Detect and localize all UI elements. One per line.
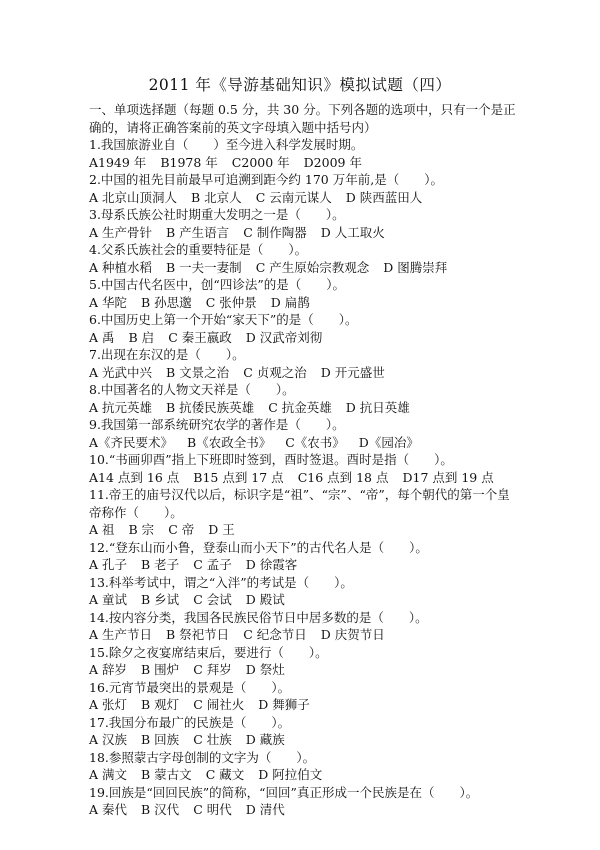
option-choice: C 孟子: [193, 557, 232, 572]
option-choice: C《农书》: [285, 434, 345, 450]
question-options: [89, 399, 519, 417]
option-choice: A 华陀: [89, 294, 128, 310]
option-choice: A 种植水稻: [89, 259, 153, 275]
option-choice: C 纪念节日: [243, 627, 307, 642]
option-choice: A 辞岁: [89, 662, 128, 677]
option-choice: A1949 年: [89, 154, 147, 170]
question-item: [89, 416, 519, 451]
option-choice: D 扁鹊: [270, 294, 310, 310]
option-choice: B 一夫一妻制: [166, 259, 242, 275]
question-item: [89, 714, 519, 749]
option-choice: C 张仲景: [205, 294, 257, 310]
question-item: [89, 241, 519, 276]
option-choice: D 阿拉伯文: [258, 767, 323, 782]
question-stem: 15.除夕之夜宴席结束后，要进行（ ）。: [89, 644, 328, 660]
option-choice: B1978 年: [160, 154, 218, 170]
question-stem: 8.中国著名的人物文天祥是（ ）。: [89, 382, 295, 397]
option-choice: D2009 年: [303, 154, 362, 170]
question-item: [89, 381, 519, 416]
section-heading: 一、单项选择题（每题 0.5 分，共 30 分。下列各题的选项中，只有一个是正确的，请将正确答案前的英文字母填入题中括号内）: [89, 102, 516, 135]
question-stem: 7.出现在东汉的是（ ）。: [89, 347, 245, 362]
option-choice: D 图腾崇拜: [383, 259, 448, 275]
option-choice: C16 点到 18 点: [297, 469, 389, 485]
question-list: [89, 136, 519, 819]
option-choice: C 秦王嬴政: [168, 329, 232, 345]
question-options: [89, 189, 519, 207]
option-choice: A 汉族: [89, 732, 128, 747]
question-options: [89, 364, 519, 382]
question-stem: 6.中国历史上第一个开始“家天下”的是（ ）。: [89, 312, 358, 327]
option-choice: A 抗元英雄: [89, 399, 153, 415]
question-item: [89, 784, 519, 819]
question-options: [89, 591, 519, 609]
option-choice: D 王: [208, 522, 235, 537]
option-choice: C 明代: [193, 802, 232, 817]
option-choice: B 回族: [141, 732, 180, 747]
question-stem: 14.按内容分类，我国各民族民俗节日中居多数的是（ ）。: [89, 609, 428, 625]
option-choice: D 徐霞客: [245, 557, 298, 572]
question-stem: 4.父系氏族社会的重要特征是（ ）。: [89, 242, 308, 257]
question-options: [89, 434, 519, 452]
option-choice: D 舞狮子: [258, 697, 310, 712]
option-choice: D 开元盛世: [320, 364, 385, 380]
option-choice: A 秦代: [89, 802, 128, 817]
question-item: [89, 644, 519, 679]
question-stem: 10.“书画卯酉”指上下班即时签到，酉时签退。酉时是指（ ）。: [89, 452, 453, 467]
option-choice: C 制作陶器: [243, 224, 307, 240]
question-options: [89, 626, 519, 644]
question-options: [89, 469, 519, 487]
option-choice: C 会试: [193, 592, 232, 607]
question-item: [89, 136, 519, 171]
option-choice: B 孙思邈: [141, 294, 192, 310]
option-choice: C2000 年: [231, 154, 290, 170]
option-choice: C 产生原始宗教观念: [255, 259, 370, 275]
option-choice: A 北京山顶洞人: [89, 189, 178, 205]
option-choice: D 祭灶: [245, 662, 285, 677]
option-choice: C 抗金英雄: [268, 399, 332, 415]
option-choice: D 殿试: [245, 592, 285, 607]
question-stem: 18.参照蒙古字母创制的文字为（ ）。: [89, 749, 316, 765]
question-item: [89, 679, 519, 714]
option-choice: C 壮族: [193, 732, 232, 747]
question-options: [89, 556, 519, 574]
question-item: [89, 539, 519, 574]
question-stem: 3.母系氏族公社时期重大发明之一是（ ）。: [89, 207, 345, 222]
option-choice: B 抗倭民族英雄: [166, 399, 255, 415]
option-choice: B 汉代: [141, 802, 180, 817]
question-item: [89, 346, 519, 381]
option-choice: D 人工取火: [320, 224, 385, 240]
option-choice: D 汉武帝刘彻: [245, 329, 323, 345]
question-options: [89, 521, 519, 539]
option-choice: B 老子: [141, 557, 180, 572]
option-choice: C 帝: [168, 522, 195, 537]
question-stem: 17.我国分布最广的民族是（ ）。: [89, 714, 291, 730]
option-choice: D《园冶》: [358, 434, 419, 450]
option-choice: D 藏族: [245, 732, 285, 747]
option-choice: D 抗日英雄: [345, 399, 410, 415]
option-choice: B 围炉: [141, 662, 180, 677]
question-options: [89, 154, 519, 172]
option-choice: B 北京人: [191, 189, 242, 205]
option-choice: C 闹社火: [193, 697, 245, 712]
question-item: [89, 749, 519, 784]
question-stem: 5.中国古代名医中，创“四诊法”的是（ ）。: [89, 277, 345, 292]
option-choice: A 祖: [89, 522, 115, 537]
option-choice: C 云南元谋人: [255, 189, 332, 205]
question-options: [89, 259, 519, 277]
option-choice: C 贞观之治: [243, 364, 307, 380]
question-options: [89, 329, 519, 347]
option-choice: C 拜岁: [193, 662, 232, 677]
option-choice: D 庆贺节日: [320, 627, 385, 642]
option-choice: B 乡试: [141, 592, 180, 607]
option-choice: A 禹: [89, 329, 115, 345]
option-choice: B 宗: [128, 522, 155, 537]
option-choice: A 生产骨针: [89, 224, 153, 240]
option-choice: B 祭祀节日: [166, 627, 230, 642]
question-item: [89, 276, 519, 311]
option-choice: D 清代: [245, 802, 285, 817]
option-choice: A 生产节日: [89, 627, 153, 642]
option-choice: B 产生语言: [166, 224, 230, 240]
question-item: [89, 574, 519, 609]
option-choice: A 满文: [89, 767, 128, 782]
question-stem: 13.科举考试中，谓之“入泮”的考试是（ ）。: [89, 574, 353, 590]
question-stem: 2.中国的祖先目前最早可追溯到距今约 170 万年前,是（ ）。: [89, 172, 443, 187]
option-choice: A 孔子: [89, 557, 128, 572]
question-item: [89, 171, 519, 206]
question-options: [89, 731, 519, 749]
option-choice: B《农政全书》: [187, 434, 272, 450]
option-choice: C 藏文: [205, 767, 245, 782]
question-stem: 19.回族是“回回民族”的简称，“回回”真正形成一个民族是在（ ）。: [89, 784, 479, 800]
question-item: [89, 311, 519, 346]
option-choice: B 观灯: [141, 697, 180, 712]
option-choice: A14 点到 16 点: [89, 469, 180, 485]
question-stem: 16.元宵节最突出的景观是（ ）。: [89, 679, 291, 695]
option-choice: A 童试: [89, 592, 128, 607]
question-options: [89, 801, 519, 819]
page-title: 2011 年《导游基础知识》模拟试题（四）: [148, 76, 452, 94]
option-choice: B 文景之治: [166, 364, 230, 380]
question-options: [89, 766, 519, 784]
option-choice: A 光武中兴: [89, 364, 153, 380]
option-choice: A《齐民要术》: [89, 434, 174, 450]
question-item: [89, 451, 519, 486]
option-choice: D17 点到 19 点: [402, 469, 494, 485]
option-choice: D 陕西蓝田人: [345, 189, 423, 205]
option-choice: B15 点到 17 点: [193, 469, 284, 485]
question-options: [89, 696, 519, 714]
question-item: [89, 609, 519, 644]
option-choice: B 蒙古文: [141, 767, 192, 782]
question-stem: 11.帝王的庙号汉代以后，标识字是“祖”、“宗”、“帝”，每个朝代的第一个皇帝称作（ ）。: [89, 487, 510, 520]
question-options: [89, 224, 519, 242]
question-section: [89, 101, 519, 819]
question-options: [89, 294, 519, 312]
question-item: [89, 486, 519, 539]
question-stem: 12.“登东山而小鲁，登泰山而小天下”的古代名人是（ ）。: [89, 539, 428, 555]
question-stem: 1.我国旅游业自（ ）至今进入科学发展时期。: [89, 137, 364, 152]
question-stem: 9.我国第一部系统研究农学的著作是（ ）。: [89, 417, 345, 432]
option-choice: A 张灯: [89, 697, 128, 712]
option-choice: B 启: [128, 329, 155, 345]
question-item: [89, 206, 519, 241]
question-options: [89, 661, 519, 679]
